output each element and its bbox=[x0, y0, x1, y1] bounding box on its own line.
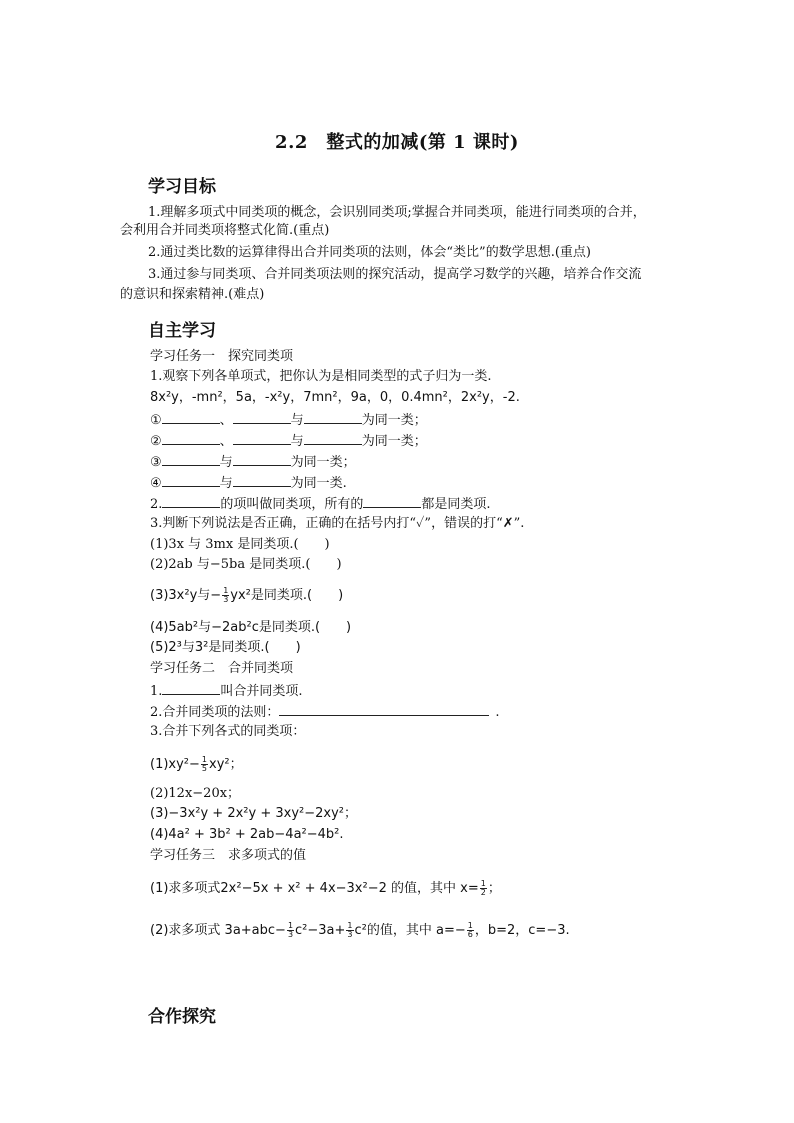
denominator: 6 bbox=[467, 930, 473, 939]
expr-part: (2)求多项式 3a+abc− bbox=[150, 923, 286, 938]
judge-item-4: (4)5ab²与−2ab²c是同类项.( ) bbox=[150, 620, 352, 635]
blank-line[interactable] bbox=[279, 703, 489, 716]
expr-part: (1)求多项式2x²−5x + x² + 4x−3x²−2 的值，其中 x= bbox=[150, 881, 479, 896]
question-text: 的项叫做同类项，所有的 bbox=[220, 497, 364, 512]
task-1-question-2 bbox=[150, 495, 491, 513]
expr-part: c²−3a+ bbox=[295, 923, 346, 938]
evaluate-item-1 bbox=[150, 880, 501, 897]
row-marker: ③ bbox=[150, 455, 162, 470]
numerator: 1 bbox=[480, 879, 486, 888]
classify-row-3 bbox=[150, 453, 356, 471]
period: . bbox=[495, 705, 500, 720]
same-class-text: 为同一类. bbox=[290, 476, 347, 491]
fraction bbox=[346, 922, 353, 939]
blank-line[interactable] bbox=[162, 432, 220, 445]
blank-line[interactable] bbox=[233, 453, 291, 466]
numerator: 1 bbox=[467, 921, 473, 930]
goal-3-line-2: 的意识和探索精神.(难点) bbox=[120, 287, 265, 302]
goal-2: 2.通过类比数的运算律得出合并同类项的法则，体会“类比”的数学思想.(重点) bbox=[148, 245, 591, 260]
expr-part: ，b=2，c=−3. bbox=[474, 923, 570, 938]
blank-line[interactable] bbox=[162, 474, 220, 487]
goal-3-line-1: 3.通过参与同类项、合并同类项法则的探究活动，提高学习数学的兴趣，培养合作交流 bbox=[148, 267, 642, 282]
blank-line[interactable] bbox=[162, 495, 220, 508]
blank-line[interactable] bbox=[233, 474, 291, 487]
expr-part: ； bbox=[487, 881, 501, 896]
numerator: 1 bbox=[347, 921, 353, 930]
expr-part: yx²是同类项.( ) bbox=[230, 588, 344, 603]
with-text: 与 bbox=[219, 455, 233, 470]
goal-1-line-2: 会利用合并同类项将整式化简.(重点) bbox=[120, 223, 330, 238]
blank-line[interactable] bbox=[162, 453, 220, 466]
task-2-question-3: 3.合并下列各式的同类项： bbox=[150, 724, 306, 739]
same-class-text: 为同一类； bbox=[290, 455, 356, 470]
question-text: 2.合并同类项的法则： bbox=[150, 705, 280, 720]
task-2-question-1 bbox=[150, 682, 303, 700]
blank-line[interactable] bbox=[304, 432, 362, 445]
page-title: 2.2 整式的加减(第 1 课时) bbox=[275, 132, 519, 153]
blank-line[interactable] bbox=[162, 411, 220, 424]
goal-1-line-1: 1.理解多项式中同类项的概念，会识别同类项;掌握合并同类项，能进行同类项的合并， bbox=[148, 205, 646, 220]
fraction bbox=[467, 922, 474, 939]
combine-item-4: (4)4a² + 3b² + 2ab−4a²−4b². bbox=[150, 827, 344, 842]
section-heading-goals: 学习目标 bbox=[148, 177, 216, 197]
expr-part: (3)3x²y与− bbox=[150, 588, 222, 603]
fraction bbox=[287, 922, 294, 939]
blank-line[interactable] bbox=[162, 682, 220, 695]
question-number: 2. bbox=[150, 497, 163, 512]
same-class-text: 为同一类； bbox=[361, 413, 427, 428]
row-marker: ④ bbox=[150, 476, 162, 491]
combine-item-2: (2)12x−20x； bbox=[150, 786, 241, 801]
combine-item-3: (3)−3x²y + 2x²y + 3xy²−2xy²； bbox=[150, 806, 357, 821]
question-text: 都是同类项. bbox=[421, 497, 491, 512]
row-marker: ① bbox=[150, 413, 162, 428]
numerator: 1 bbox=[201, 755, 207, 764]
blank-line[interactable] bbox=[363, 495, 421, 508]
classify-row-2 bbox=[150, 432, 427, 450]
denominator: 5 bbox=[201, 764, 207, 773]
fraction bbox=[480, 880, 487, 897]
task-1-header: 学习任务一 探究同类项 bbox=[150, 349, 294, 364]
judge-item-3 bbox=[150, 587, 343, 604]
fraction bbox=[201, 756, 208, 773]
denominator: 3 bbox=[287, 930, 294, 939]
task-2-header: 学习任务二 合并同类项 bbox=[150, 661, 294, 676]
section-heading-cooperate: 合作探究 bbox=[148, 1007, 216, 1027]
expr-part: xy²； bbox=[209, 757, 243, 772]
numerator: 1 bbox=[287, 921, 294, 930]
evaluate-item-2 bbox=[150, 922, 570, 939]
classify-row-1 bbox=[150, 411, 427, 429]
task-1-question-3: 3.判断下列说法是否正确，正确的在括号内打“✓”，错误的打“✗”. bbox=[150, 516, 525, 531]
denominator: 2 bbox=[480, 888, 486, 897]
with-text: 与 bbox=[219, 476, 233, 491]
separator: 、 bbox=[219, 413, 233, 428]
judge-item-2: (2)2ab 与−5ba 是同类项.( ) bbox=[150, 557, 342, 572]
blank-line[interactable] bbox=[233, 432, 291, 445]
row-marker: ② bbox=[150, 434, 162, 449]
task-2-question-2 bbox=[150, 703, 500, 721]
denominator: 3 bbox=[223, 595, 229, 604]
with-text: 与 bbox=[290, 413, 304, 428]
with-text: 与 bbox=[290, 434, 304, 449]
task-3-header: 学习任务三 求多项式的值 bbox=[150, 848, 307, 863]
question-number: 1. bbox=[150, 684, 163, 699]
classify-row-4 bbox=[150, 474, 347, 492]
blank-line[interactable] bbox=[233, 411, 291, 424]
judge-item-5: (5)2³与3²是同类项.( ) bbox=[150, 640, 301, 655]
separator: 、 bbox=[219, 434, 233, 449]
denominator: 3 bbox=[347, 930, 353, 939]
numerator: 1 bbox=[223, 586, 229, 595]
expr-part: (1)xy²− bbox=[150, 757, 200, 772]
section-heading-self-study: 自主学习 bbox=[148, 321, 216, 341]
same-class-text: 为同一类； bbox=[361, 434, 427, 449]
question-text: 叫合并同类项. bbox=[220, 684, 303, 699]
combine-item-1 bbox=[150, 756, 243, 773]
fraction bbox=[222, 587, 229, 604]
expr-part: c²的值，其中 a=− bbox=[354, 923, 466, 938]
term-list: 8x²y，-mn²，5a，-x²y，7mn²，9a，0，0.4mn²，2x²y，-2. bbox=[150, 390, 520, 405]
blank-line[interactable] bbox=[304, 411, 362, 424]
judge-item-1: (1)3x 与 3mx 是同类项.( ) bbox=[150, 537, 330, 552]
task-1-question-1: 1.观察下列各单项式，把你认为是相同类型的式子归为一类. bbox=[150, 369, 492, 384]
